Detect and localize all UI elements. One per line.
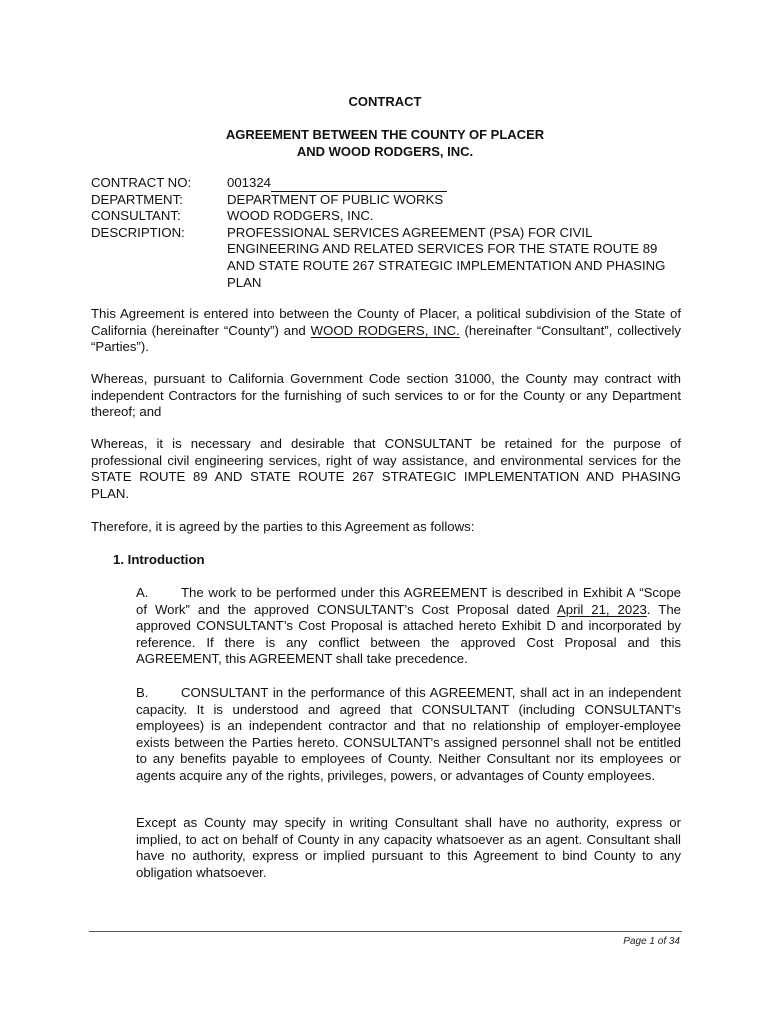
contract-no-label: CONTRACT NO: <box>91 175 192 190</box>
consultant-value: WOOD RODGERS, INC. <box>227 208 374 224</box>
consultant-row <box>91 208 691 225</box>
department-value: DEPARTMENT OF PUBLIC WORKS <box>227 191 444 207</box>
contract-no-number: 001324 <box>227 175 272 190</box>
section-a-text-after: . The approved CONSULTANT’s Cost Proposal is attached hereto Exhibit D and incorporated by reference. If there is any conflict between the approved Cost Proposal and this AGREEMENT, this AGREEMENT shall take precedence. <box>136 601 681 667</box>
whereas-paragraph-1: Whereas, pursuant to California Government Code section 31000, the County may contract with independent Contractors for the furnishing of such services to or for the County or any Department thereof; and <box>91 371 681 420</box>
section-b-text: CONSULTANT in the performance of this AGREEMENT, shall act in an independent capacity. It is understood and agreed that CONSULTANT (including CONSULTANT's employees) is an independent contractor and that no relationship of employer-employee exists between the Parties hereto. CONSULTANT's assigned personnel shall not be entitled to any benefits payable to employees of County. Neither Consultant nor its employees or agents acquire any of the rights, privileges, powers, or advantages of County employees. <box>136 685 681 783</box>
section-a-date: April 21, 2023 <box>556 601 647 617</box>
document-title: CONTRACT <box>348 94 422 109</box>
intro-text-after: (hereinafter “Consultant”, collectively “Parties”). <box>91 322 682 355</box>
section-a-paragraph <box>136 585 681 668</box>
contract-no-value <box>227 175 677 192</box>
whereas-paragraph-2: Whereas, it is necessary and desirable that CONSULTANT be retained for the purpose of professional civil engineering services, right of way assistance, and environmental services for the STATE ROUTE 89 AND STATE ROUTE 267 STRATEGIC IMPLEMENTATION AND PHASING PLAN. <box>91 436 681 501</box>
contract-no-underline <box>271 177 447 192</box>
section-1-heading: 1. Introduction <box>113 552 205 567</box>
section-b-continuation: Except as County may specify in writing Consultant shall have no authority, express or implied, to act on behalf of County in any capacity whatsoever as an agent. Consultant shall have no authority, express or implied pursuant to this Agreement to bind County to any obligation whatsoever. <box>136 815 681 880</box>
intro-consultant-name: WOOD RODGERS, INC. <box>310 322 460 338</box>
contract-info-block <box>91 175 691 291</box>
department-row <box>91 192 691 209</box>
agreement-heading-line-1: AGREEMENT BETWEEN THE COUNTY OF PLACER <box>225 127 545 142</box>
agreement-heading-line-2: AND WOOD RODGERS, INC. <box>296 144 474 159</box>
intro-text-before: This Agreement is entered into between the County of Placer, a political subdivision of the State of California (hereinafter “County”) and <box>91 306 681 338</box>
contract-no-row <box>91 175 691 192</box>
section-a-letter: A. <box>136 585 149 600</box>
agreement-heading <box>0 126 770 160</box>
description-row <box>91 225 691 291</box>
description-value: PROFESSIONAL SERVICES AGREEMENT (PSA) FOR CIVIL ENGINEERING AND RELATED SERVICES FOR THE STATE ROUTE 89 AND STATE ROUTE 267 STRATEGIC IMPLEMENTATION AND PHASING PLAN <box>227 224 666 290</box>
intro-paragraph <box>91 306 681 356</box>
section-b-letter: B. <box>136 685 149 700</box>
footer-divider <box>89 931 682 932</box>
page-number: Page 1 of 34 <box>623 936 680 947</box>
section-a-text-before: The work to be performed under this AGREEMENT is described in Exhibit A “Scope of Work” and the approved CONSULTANT’s Cost Proposal dated <box>136 585 681 617</box>
therefore-paragraph: Therefore, it is agreed by the parties to this Agreement as follows: <box>91 519 475 534</box>
consultant-label: CONSULTANT: <box>91 208 181 224</box>
section-b-paragraph <box>136 685 681 785</box>
department-label: DEPARTMENT: <box>91 191 183 207</box>
description-label: DESCRIPTION: <box>91 224 185 240</box>
